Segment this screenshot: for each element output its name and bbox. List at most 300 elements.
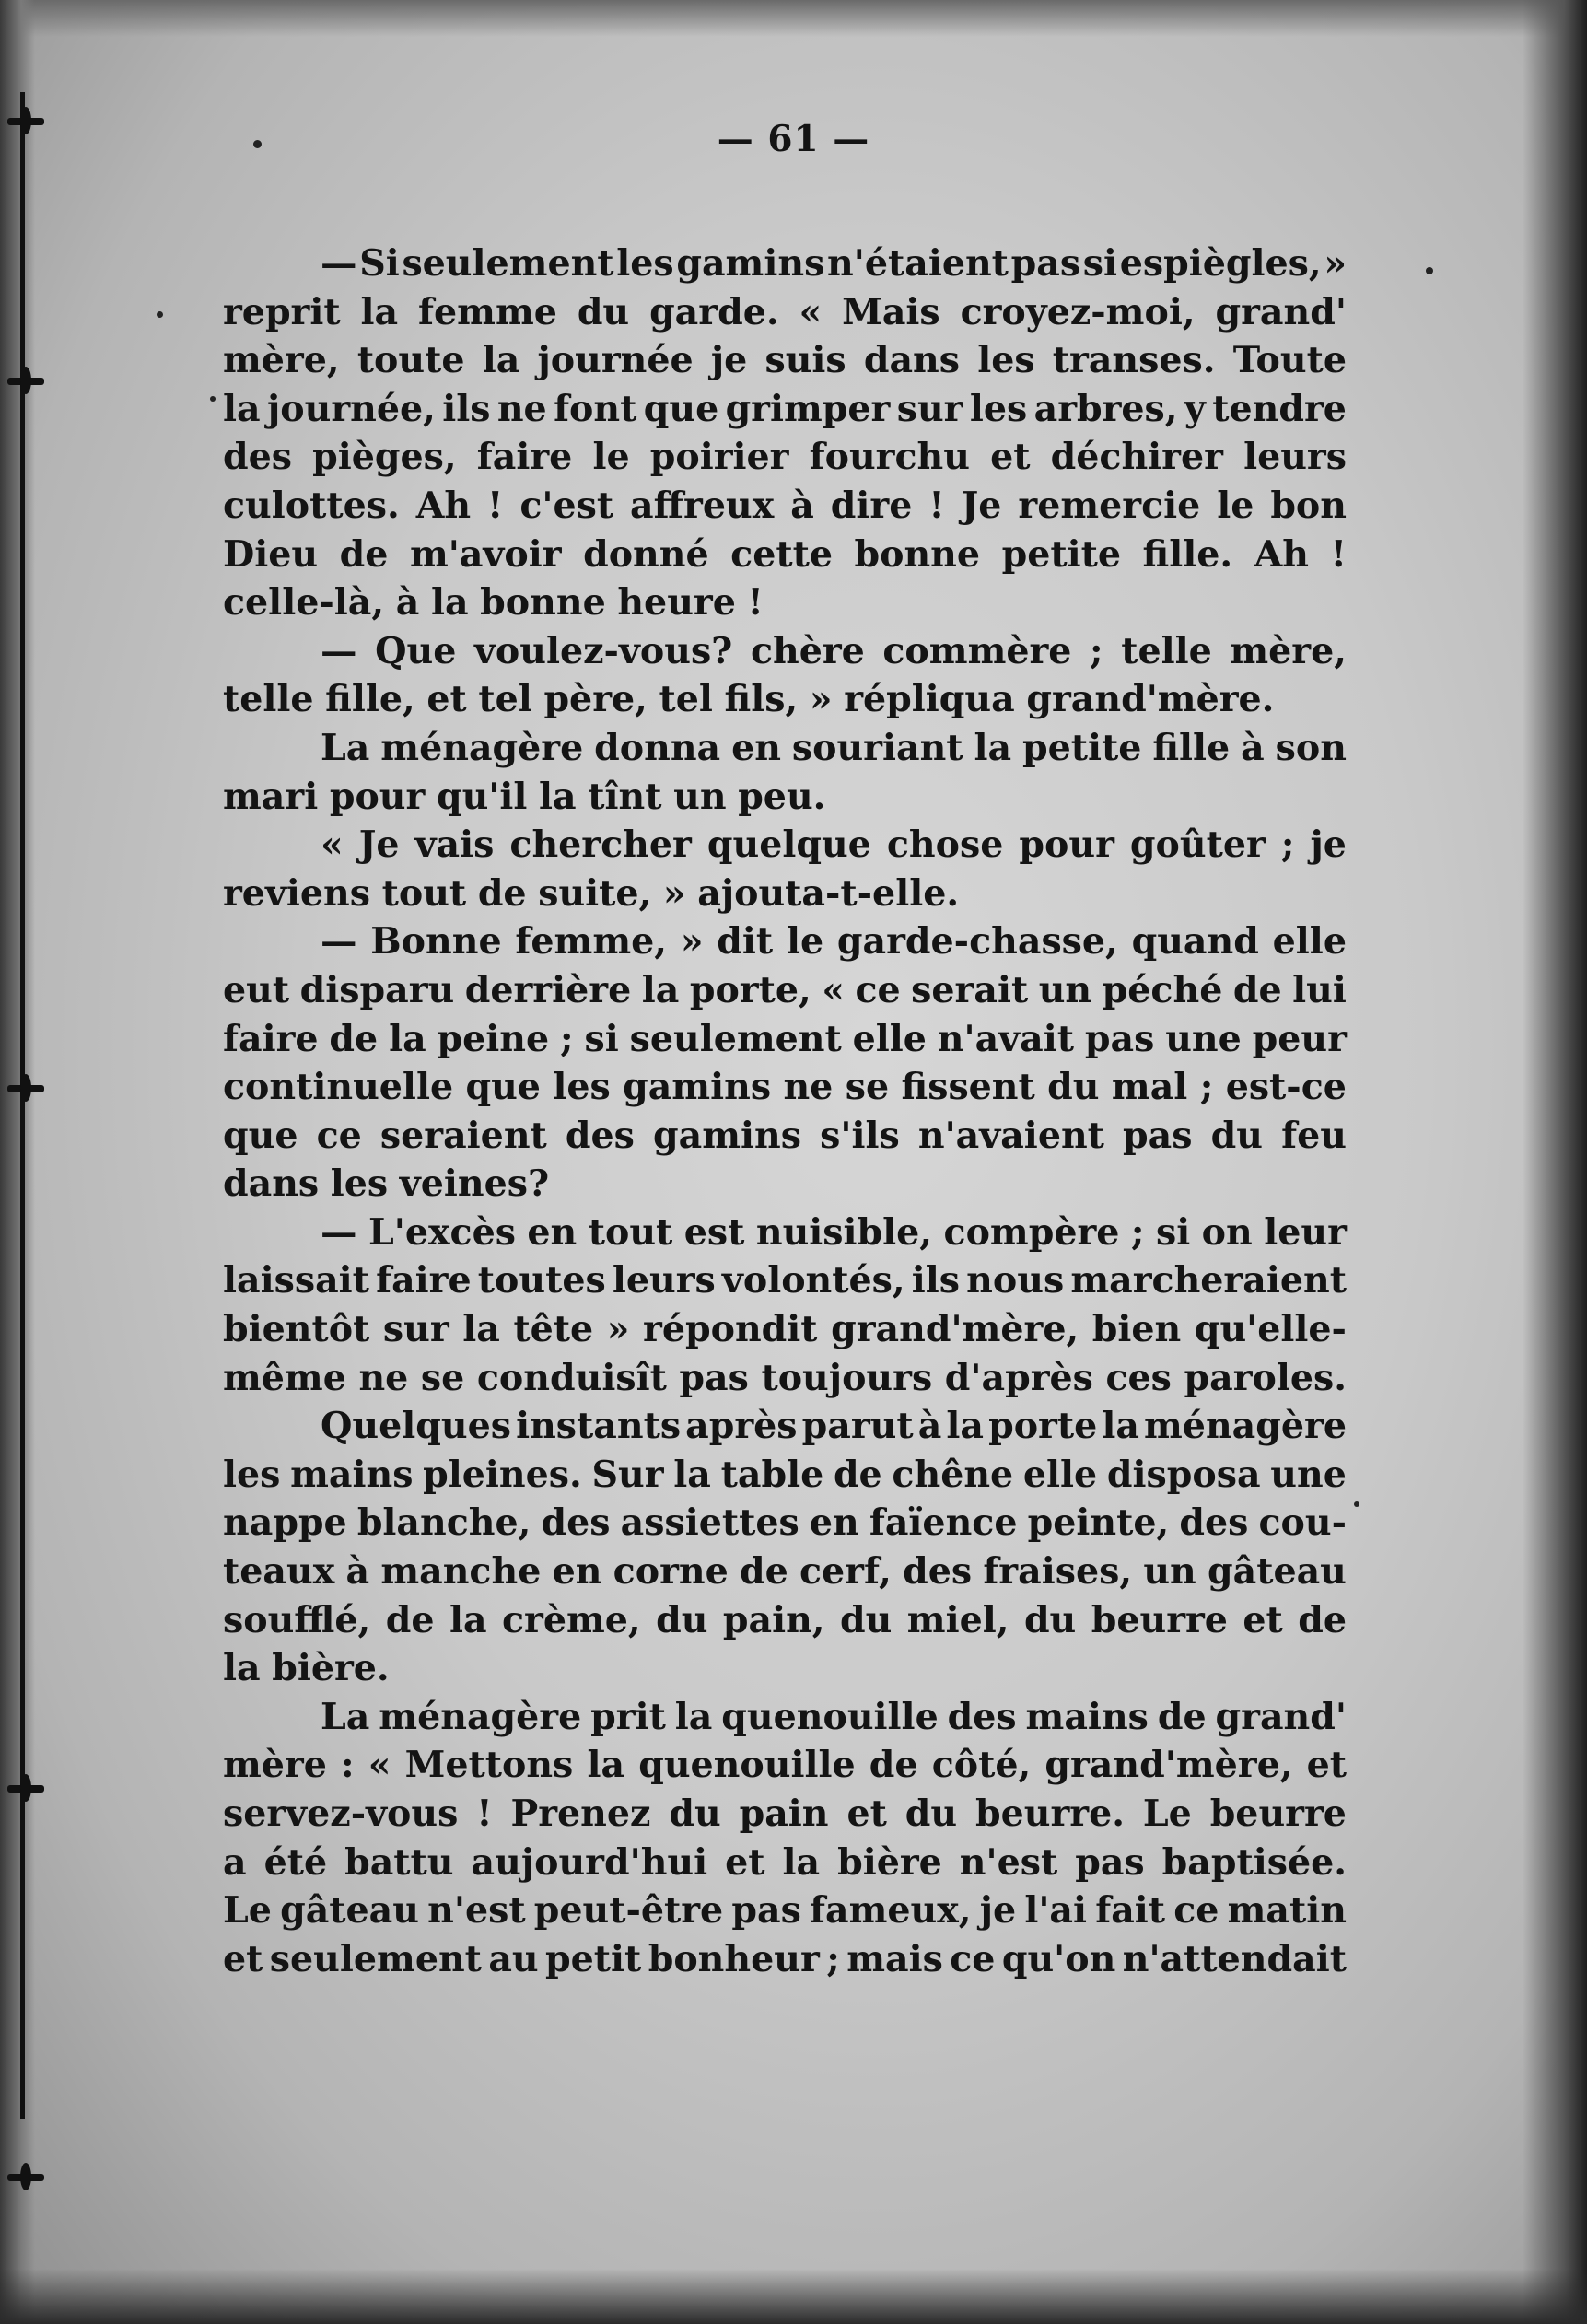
- word: de: [739, 1550, 788, 1594]
- word: côté,: [931, 1744, 1032, 1787]
- word: fameux,: [810, 1889, 972, 1933]
- word: peinte,: [1027, 1501, 1170, 1545]
- word: telle: [223, 678, 314, 721]
- scan-speck: [157, 311, 163, 318]
- word: la: [673, 1453, 711, 1496]
- text-line: [223, 239, 1347, 288]
- word: ;: [1199, 1066, 1214, 1109]
- word: mains: [290, 1453, 414, 1496]
- text-line: [223, 966, 1347, 1015]
- word: et: [1306, 1744, 1347, 1787]
- word: !: [476, 1793, 493, 1835]
- word: »: [680, 920, 704, 963]
- word: cerf,: [799, 1550, 892, 1594]
- text-line: [223, 821, 1347, 870]
- binding-stitch: [7, 2174, 44, 2181]
- word: été: [263, 1840, 328, 1884]
- word: commère: [882, 629, 1072, 672]
- word: cou-: [1258, 1501, 1347, 1545]
- word: soufflé,: [223, 1598, 371, 1641]
- word: petite: [1001, 532, 1121, 576]
- word: de: [1232, 968, 1282, 1011]
- word: poirier: [649, 436, 789, 479]
- word: de: [1157, 1695, 1207, 1738]
- word: pas: [1084, 1017, 1155, 1060]
- word: et: [1243, 1598, 1283, 1641]
- word: Toute: [1232, 339, 1347, 382]
- word: peut-être: [533, 1889, 724, 1933]
- word: de: [869, 1744, 918, 1787]
- word: du: [577, 290, 630, 333]
- word: du: [1210, 1114, 1263, 1157]
- word: affreux: [630, 484, 775, 527]
- word: beurre: [1091, 1598, 1228, 1641]
- word: du: [904, 1793, 958, 1835]
- word: mère,: [1230, 629, 1347, 672]
- word: gâteau: [280, 1889, 419, 1933]
- word: Prenez: [510, 1793, 651, 1835]
- word: !: [747, 581, 764, 625]
- word: les: [616, 242, 674, 285]
- word: beurre.: [974, 1793, 1125, 1835]
- word: je: [979, 1889, 1017, 1933]
- word: ne: [358, 1356, 409, 1399]
- word: toujours: [761, 1356, 933, 1399]
- word: père,: [543, 678, 648, 721]
- word: chose: [886, 823, 1004, 867]
- word: si: [1082, 242, 1118, 285]
- word: chercher: [509, 823, 692, 867]
- word: les: [969, 387, 1028, 430]
- word: Sur: [591, 1453, 664, 1496]
- word: grand'mère,: [831, 1308, 1079, 1351]
- word: qu'on: [1001, 1937, 1116, 1980]
- word: disposa: [1106, 1453, 1261, 1496]
- text-line: [223, 578, 1347, 627]
- word: seulement: [402, 242, 614, 285]
- word: elle: [1272, 920, 1347, 963]
- word: bonne: [854, 532, 981, 576]
- text-line: [223, 1547, 1347, 1596]
- text-line: [223, 1112, 1347, 1161]
- word: »: [662, 871, 686, 915]
- word: —: [321, 242, 357, 285]
- word: grand': [1215, 1695, 1347, 1738]
- word: à: [395, 581, 420, 625]
- word: assiettes: [620, 1501, 799, 1545]
- word: ;: [560, 1017, 574, 1060]
- word: pas: [1010, 242, 1081, 285]
- word: arbres,: [1033, 387, 1178, 430]
- text-line: [223, 1451, 1347, 1500]
- word: d'après: [944, 1356, 1093, 1399]
- word: la: [974, 726, 1012, 769]
- word: que: [465, 1066, 541, 1109]
- word: elle: [1022, 1453, 1098, 1496]
- word: vais: [414, 823, 495, 867]
- word: Quelques: [321, 1405, 511, 1448]
- word: de: [385, 1598, 435, 1641]
- word: la: [782, 1840, 821, 1884]
- word: —: [321, 629, 357, 672]
- text-line: [223, 1790, 1347, 1839]
- word: tête: [513, 1308, 594, 1351]
- word: se: [420, 1356, 465, 1399]
- word: Mettons: [404, 1744, 574, 1787]
- word: pour: [1019, 823, 1114, 867]
- word: à: [790, 484, 814, 527]
- word: si: [1155, 1210, 1191, 1254]
- page-number: — 61 —: [717, 118, 870, 160]
- word: en: [527, 1210, 578, 1254]
- word: bonne: [480, 581, 606, 625]
- word: garde.: [649, 290, 779, 333]
- word: «: [368, 1744, 391, 1787]
- text-line: [223, 336, 1347, 385]
- word: une: [1165, 1017, 1242, 1060]
- word: quenouille: [638, 1744, 856, 1787]
- word: la: [946, 1405, 985, 1448]
- word: n'est: [427, 1889, 526, 1933]
- text-line: [223, 1886, 1347, 1935]
- scan-speck: [210, 396, 216, 402]
- word: les: [330, 1162, 389, 1206]
- word: de: [339, 532, 389, 576]
- word: ne: [496, 387, 547, 430]
- word: n'avaient: [917, 1114, 1104, 1157]
- word: et: [223, 1937, 263, 1980]
- word: gamins: [676, 242, 825, 285]
- word: Le: [1142, 1793, 1192, 1835]
- word: mais: [846, 1937, 943, 1980]
- word: pain,: [722, 1598, 825, 1641]
- word: faire: [223, 1017, 319, 1060]
- word: beurre: [1209, 1793, 1347, 1835]
- word: qu'elle-: [1194, 1308, 1347, 1351]
- word: la: [223, 387, 261, 430]
- word: —: [321, 920, 357, 963]
- word: bonheur: [648, 1937, 820, 1980]
- word: n'est: [959, 1840, 1058, 1884]
- word: mère,: [223, 339, 340, 382]
- word: porte,: [689, 968, 811, 1011]
- word: Le: [223, 1889, 272, 1933]
- word: est-ce: [1225, 1066, 1347, 1109]
- text-line: [223, 1305, 1347, 1354]
- word: seulement: [269, 1937, 482, 1980]
- word: la: [539, 775, 577, 818]
- word: parut: [801, 1405, 914, 1448]
- word: servez-vous: [223, 1793, 459, 1835]
- word: grand'mère.: [1026, 678, 1275, 721]
- word: faire: [376, 1259, 472, 1302]
- word: s'ils: [820, 1114, 900, 1157]
- word: de: [477, 871, 527, 915]
- word: L'excès: [368, 1210, 516, 1254]
- word: n'avait: [937, 1017, 1074, 1060]
- word: !: [487, 484, 504, 527]
- word: tel: [478, 678, 532, 721]
- text-line: [223, 1256, 1347, 1305]
- word: peu.: [738, 775, 826, 818]
- word: quand: [1131, 920, 1259, 963]
- text-line: [223, 482, 1347, 531]
- word: —: [321, 1210, 357, 1254]
- word: !: [928, 484, 945, 527]
- word: »: [1324, 242, 1347, 285]
- text-line: [223, 1015, 1347, 1064]
- word: »: [809, 678, 833, 721]
- word: la: [482, 339, 520, 382]
- word: même: [223, 1356, 346, 1399]
- word: dans: [223, 1162, 320, 1206]
- word: souriant: [791, 726, 963, 769]
- word: :: [341, 1744, 355, 1787]
- word: n'étaient: [827, 242, 1009, 285]
- word: du: [840, 1598, 893, 1641]
- word: baptisée.: [1161, 1840, 1347, 1884]
- text-line: [223, 1499, 1347, 1547]
- word: sur: [896, 387, 963, 430]
- word: pièges,: [312, 436, 457, 479]
- word: la: [674, 1695, 713, 1738]
- word: répliqua: [844, 678, 1015, 721]
- word: péché: [1102, 968, 1223, 1011]
- word: croyez-moi,: [960, 290, 1196, 333]
- body-text: [223, 239, 1347, 1983]
- word: bientôt: [223, 1308, 370, 1351]
- word: dire: [830, 484, 913, 527]
- text-line: [223, 1402, 1347, 1451]
- scan-speck: [1426, 267, 1433, 274]
- word: bon: [1270, 484, 1347, 527]
- word: bière: [837, 1840, 942, 1884]
- word: toute: [356, 339, 465, 382]
- word: et: [846, 1793, 887, 1835]
- word: son: [1275, 726, 1347, 769]
- word: instants: [516, 1405, 682, 1448]
- scan-shadow-bottom: [0, 2269, 1587, 2324]
- word: l'ai: [1024, 1889, 1088, 1933]
- word: ;: [1090, 629, 1103, 672]
- word: fille: [1152, 726, 1231, 769]
- word: le: [1217, 484, 1254, 527]
- word: pour: [329, 775, 426, 818]
- word: transes.: [1052, 339, 1216, 382]
- word: la: [1102, 1405, 1139, 1448]
- word: laissait: [223, 1259, 369, 1302]
- word: serait: [911, 968, 1029, 1011]
- word: fraises,: [983, 1550, 1133, 1594]
- text-line: [223, 385, 1347, 434]
- word: peur: [1252, 1017, 1347, 1060]
- word: grand': [1215, 290, 1347, 333]
- word: nuisible,: [755, 1210, 933, 1254]
- word: mal: [1111, 1066, 1188, 1109]
- word: peine: [437, 1017, 550, 1060]
- word: à: [917, 1405, 942, 1448]
- word: en: [809, 1501, 859, 1545]
- word: ne: [783, 1066, 834, 1109]
- word: un: [673, 775, 727, 818]
- text-line: [223, 1160, 1347, 1209]
- text-line: [223, 917, 1347, 966]
- word: manche: [380, 1550, 542, 1594]
- scan-speck: [1354, 1501, 1359, 1507]
- word: ils: [911, 1259, 961, 1302]
- word: les: [223, 1453, 281, 1496]
- scan-shadow-right: [1523, 0, 1587, 2324]
- word: journée: [537, 339, 694, 382]
- word: pas: [679, 1356, 749, 1399]
- word: les: [977, 339, 1035, 382]
- word: grand'mère,: [1044, 1744, 1293, 1787]
- word: ménagère: [379, 1695, 582, 1738]
- word: nappe: [223, 1501, 347, 1545]
- word: La: [321, 1695, 370, 1738]
- word: fils,: [724, 678, 799, 721]
- word: est: [683, 1210, 745, 1254]
- word: prit: [590, 1695, 666, 1738]
- word: garde-chasse,: [836, 920, 1118, 963]
- word: Que: [375, 629, 457, 672]
- word: tel: [659, 678, 713, 721]
- word: du: [656, 1598, 708, 1641]
- word: celle-là,: [223, 581, 385, 625]
- word: suite,: [538, 871, 652, 915]
- word: Si: [359, 242, 400, 285]
- word: des: [565, 1114, 635, 1157]
- word: ce: [855, 968, 901, 1011]
- word: reviens: [223, 871, 370, 915]
- word: Bonne: [370, 920, 502, 963]
- word: ménagère: [1144, 1405, 1347, 1448]
- word: elle: [852, 1017, 927, 1060]
- word: grimper: [725, 387, 891, 430]
- binding-stitch: [7, 1785, 44, 1793]
- word: une: [1270, 1453, 1347, 1496]
- word: Mais: [842, 290, 940, 333]
- word: !: [1330, 532, 1347, 576]
- word: quelque: [706, 823, 871, 867]
- word: la: [462, 1308, 500, 1351]
- word: espiègles,: [1119, 242, 1322, 285]
- word: ce: [316, 1114, 362, 1157]
- text-line: [223, 1596, 1347, 1645]
- word: Je: [358, 823, 400, 867]
- word: fille.: [1142, 532, 1233, 576]
- word: pleines.: [423, 1453, 582, 1496]
- word: leurs: [612, 1259, 716, 1302]
- word: nous: [966, 1259, 1065, 1302]
- word: mari: [223, 775, 319, 818]
- word: un: [1143, 1550, 1196, 1594]
- text-line: [223, 724, 1347, 773]
- word: quenouille: [721, 1695, 939, 1738]
- word: «: [822, 968, 845, 1011]
- word: en: [552, 1550, 602, 1594]
- word: qu'il: [436, 775, 528, 818]
- text-line: [223, 1839, 1347, 1887]
- word: «: [321, 823, 344, 867]
- scan-shadow-top: [0, 0, 1587, 37]
- word: ils: [442, 387, 491, 430]
- word: donné: [583, 532, 709, 576]
- word: matin: [1227, 1889, 1347, 1933]
- word: tout: [381, 871, 467, 915]
- text-line: [223, 870, 1347, 918]
- binding-stitch: [7, 378, 44, 385]
- word: ;: [826, 1937, 840, 1980]
- word: y: [1184, 387, 1206, 430]
- word: m'avoir: [409, 532, 562, 576]
- word: je: [1310, 823, 1347, 867]
- text-line: [223, 675, 1347, 724]
- word: de: [329, 1017, 379, 1060]
- word: la: [223, 1647, 261, 1690]
- word: derrière: [464, 968, 632, 1011]
- word: de: [833, 1453, 882, 1496]
- word: des: [541, 1501, 611, 1545]
- word: gamins: [623, 1066, 772, 1109]
- word: table: [720, 1453, 824, 1496]
- word: toutes: [477, 1259, 606, 1302]
- word: eut: [223, 968, 290, 1011]
- word: ajouta-t-elle.: [697, 871, 960, 915]
- word: le: [592, 436, 630, 479]
- word: seraient: [379, 1114, 547, 1157]
- word: la: [430, 581, 469, 625]
- word: tînt: [588, 775, 662, 818]
- word: que: [223, 1114, 298, 1157]
- word: pas: [731, 1889, 801, 1933]
- text-line: [223, 773, 1347, 822]
- word: La: [321, 726, 370, 769]
- word: ce: [1173, 1889, 1219, 1933]
- word: des: [903, 1550, 973, 1594]
- word: la: [449, 1598, 487, 1641]
- word: cette: [730, 532, 833, 576]
- word: leur: [1264, 1210, 1347, 1254]
- word: disparu: [299, 968, 455, 1011]
- word: lui: [1292, 968, 1347, 1011]
- word: culottes.: [223, 484, 400, 527]
- word: tout: [588, 1210, 673, 1254]
- word: ;: [1280, 823, 1295, 867]
- word: font: [554, 387, 637, 430]
- word: pas: [1123, 1114, 1193, 1157]
- word: pain: [739, 1793, 829, 1835]
- word: du: [1047, 1066, 1100, 1109]
- word: miel,: [906, 1598, 1009, 1641]
- word: conduisît: [476, 1356, 667, 1399]
- word: ménagère: [380, 726, 584, 769]
- word: femme,: [515, 920, 668, 963]
- word: aujourd'hui: [471, 1840, 708, 1884]
- word: a: [223, 1840, 247, 1884]
- word: feu: [1281, 1114, 1347, 1157]
- word: du: [1023, 1598, 1077, 1641]
- word: mains: [1025, 1695, 1149, 1738]
- word: Ah: [1254, 532, 1310, 576]
- word: des: [1179, 1501, 1249, 1545]
- word: ;: [1130, 1210, 1145, 1254]
- word: blanche,: [356, 1501, 531, 1545]
- word: un: [1038, 968, 1092, 1011]
- word: tendre: [1212, 387, 1347, 430]
- word: chère: [750, 629, 865, 672]
- word: et: [725, 1840, 765, 1884]
